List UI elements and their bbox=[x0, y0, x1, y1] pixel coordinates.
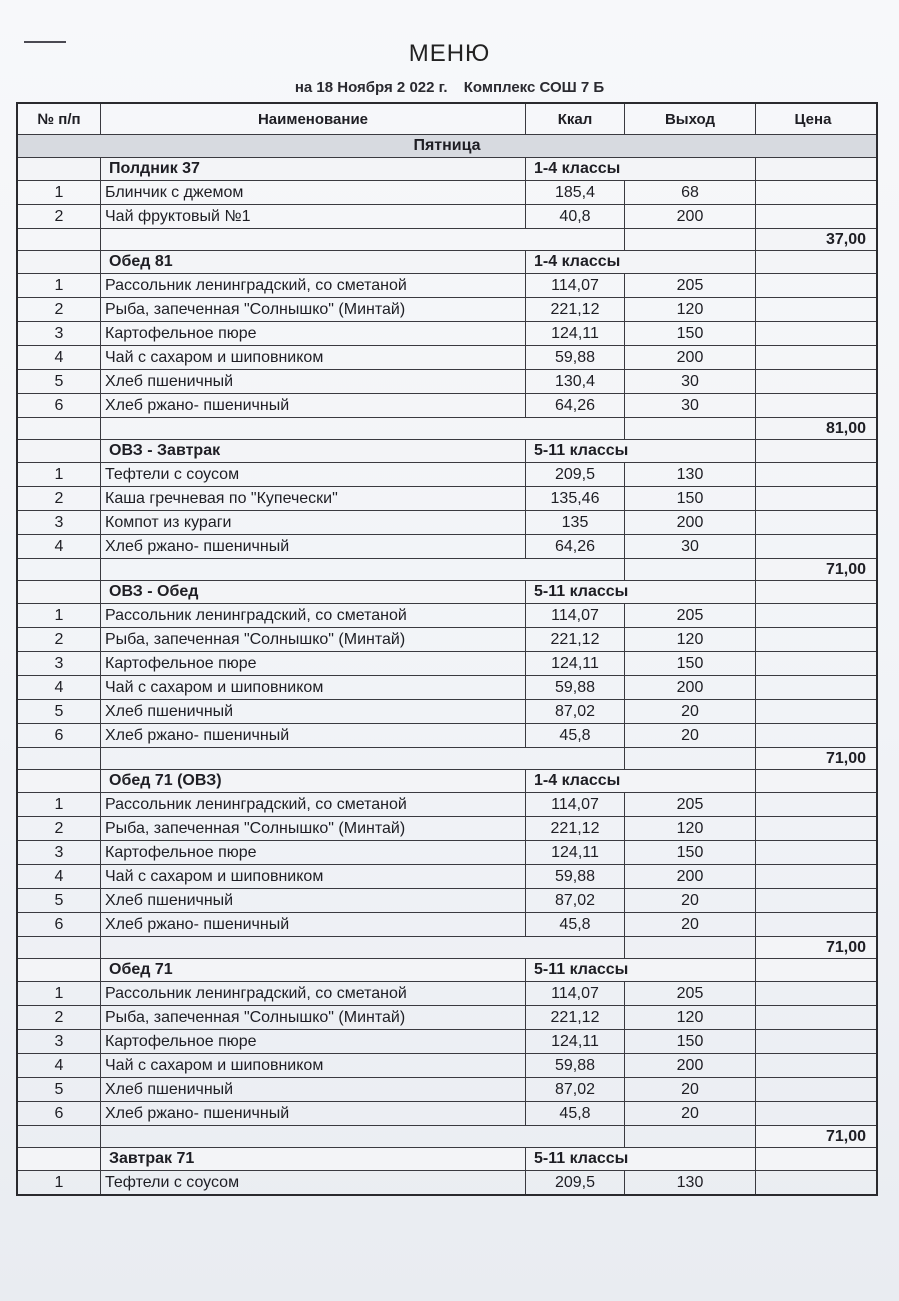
menu-subtitle bbox=[0, 79, 899, 96]
table-row bbox=[17, 394, 877, 418]
total-blank-cell bbox=[101, 1126, 625, 1148]
item-number: 4 bbox=[17, 535, 101, 559]
section-title: Завтрак 71 bbox=[101, 1148, 526, 1171]
table-row bbox=[17, 817, 877, 841]
menu-complex: Комплекс СОШ 7 Б bbox=[463, 79, 605, 96]
item-name: Хлеб ржано- пшеничный bbox=[101, 1102, 526, 1126]
item-output: 150 bbox=[625, 652, 756, 676]
item-number: 1 bbox=[17, 274, 101, 298]
item-price bbox=[756, 604, 878, 628]
item-price bbox=[756, 274, 878, 298]
item-name: Рыба, запеченная "Солнышко" (Минтай) bbox=[101, 817, 526, 841]
table-row bbox=[17, 793, 877, 817]
item-number: 2 bbox=[17, 628, 101, 652]
menu-table bbox=[16, 102, 878, 1196]
section-title: Полдник 37 bbox=[101, 158, 526, 181]
col-kcal-header: Ккал bbox=[526, 103, 625, 135]
table-row bbox=[17, 487, 877, 511]
section-header-row bbox=[17, 959, 877, 982]
total-row bbox=[17, 418, 877, 440]
section-title: Обед 71 (ОВЗ) bbox=[101, 770, 526, 793]
item-name: Рассольник ленинградский, со сметаной bbox=[101, 793, 526, 817]
item-name: Чай с сахаром и шиповником bbox=[101, 346, 526, 370]
table-row bbox=[17, 511, 877, 535]
item-number: 5 bbox=[17, 889, 101, 913]
col-output-header: Выход bbox=[625, 103, 756, 135]
table-row bbox=[17, 181, 877, 205]
item-name: Чай с сахаром и шиповником bbox=[101, 1054, 526, 1078]
item-number: 3 bbox=[17, 511, 101, 535]
table-row bbox=[17, 370, 877, 394]
item-output: 68 bbox=[625, 181, 756, 205]
total-blank-cell bbox=[625, 418, 756, 440]
total-blank-cell bbox=[625, 937, 756, 959]
item-name: Тефтели с соусом bbox=[101, 463, 526, 487]
section-header-row bbox=[17, 1148, 877, 1171]
item-price bbox=[756, 1030, 878, 1054]
item-number: 2 bbox=[17, 487, 101, 511]
item-output: 150 bbox=[625, 487, 756, 511]
section-group: 1-4 классы bbox=[526, 770, 756, 793]
section-num-cell bbox=[17, 959, 101, 982]
item-price bbox=[756, 865, 878, 889]
table-row bbox=[17, 841, 877, 865]
item-price bbox=[756, 487, 878, 511]
item-price bbox=[756, 700, 878, 724]
item-number: 5 bbox=[17, 1078, 101, 1102]
table-row bbox=[17, 1006, 877, 1030]
item-output: 30 bbox=[625, 370, 756, 394]
section-price-cell bbox=[756, 440, 878, 463]
total-blank-cell bbox=[625, 559, 756, 581]
item-name: Картофельное пюре bbox=[101, 652, 526, 676]
item-name: Рассольник ленинградский, со сметаной bbox=[101, 982, 526, 1006]
item-name: Хлеб пшеничный bbox=[101, 1078, 526, 1102]
item-number: 3 bbox=[17, 652, 101, 676]
total-blank-cell bbox=[17, 748, 101, 770]
total-blank-cell bbox=[625, 748, 756, 770]
table-row bbox=[17, 628, 877, 652]
section-title: Обед 81 bbox=[101, 251, 526, 274]
section-num-cell bbox=[17, 158, 101, 181]
item-price bbox=[756, 913, 878, 937]
item-price bbox=[756, 817, 878, 841]
item-output: 205 bbox=[625, 274, 756, 298]
table-row bbox=[17, 346, 877, 370]
section-group: 5-11 классы bbox=[526, 959, 756, 982]
item-number: 1 bbox=[17, 1171, 101, 1196]
section-title: Обед 71 bbox=[101, 959, 526, 982]
item-output: 200 bbox=[625, 205, 756, 229]
item-number: 1 bbox=[17, 982, 101, 1006]
item-kcal: 87,02 bbox=[526, 889, 625, 913]
col-num-header: № п/п bbox=[17, 103, 101, 135]
item-kcal: 124,11 bbox=[526, 1030, 625, 1054]
table-row bbox=[17, 463, 877, 487]
table-row bbox=[17, 274, 877, 298]
section-total: 71,00 bbox=[756, 937, 878, 959]
item-output: 200 bbox=[625, 1054, 756, 1078]
section-header-row bbox=[17, 440, 877, 463]
item-kcal: 135,46 bbox=[526, 487, 625, 511]
item-name: Рыба, запеченная "Солнышко" (Минтай) bbox=[101, 628, 526, 652]
item-output: 130 bbox=[625, 463, 756, 487]
section-title: ОВЗ - Завтрак bbox=[101, 440, 526, 463]
total-blank-cell bbox=[101, 748, 625, 770]
item-price bbox=[756, 298, 878, 322]
section-header-row bbox=[17, 158, 877, 181]
item-kcal: 114,07 bbox=[526, 793, 625, 817]
item-number: 4 bbox=[17, 346, 101, 370]
section-group: 5-11 классы bbox=[526, 440, 756, 463]
item-price bbox=[756, 652, 878, 676]
item-price bbox=[756, 1054, 878, 1078]
table-row bbox=[17, 889, 877, 913]
item-name: Хлеб ржано- пшеничный bbox=[101, 913, 526, 937]
item-number: 3 bbox=[17, 841, 101, 865]
total-blank-cell bbox=[17, 937, 101, 959]
table-row bbox=[17, 724, 877, 748]
item-output: 150 bbox=[625, 841, 756, 865]
item-name: Чай с сахаром и шиповником bbox=[101, 865, 526, 889]
item-output: 20 bbox=[625, 1078, 756, 1102]
total-row bbox=[17, 229, 877, 251]
item-output: 205 bbox=[625, 793, 756, 817]
item-kcal: 87,02 bbox=[526, 700, 625, 724]
table-row bbox=[17, 322, 877, 346]
item-kcal: 124,11 bbox=[526, 652, 625, 676]
total-blank-cell bbox=[17, 229, 101, 251]
item-kcal: 59,88 bbox=[526, 1054, 625, 1078]
table-row bbox=[17, 652, 877, 676]
item-price bbox=[756, 889, 878, 913]
item-kcal: 114,07 bbox=[526, 982, 625, 1006]
total-row bbox=[17, 937, 877, 959]
table-row bbox=[17, 298, 877, 322]
item-name: Хлеб ржано- пшеничный bbox=[101, 724, 526, 748]
item-kcal: 59,88 bbox=[526, 676, 625, 700]
item-number: 6 bbox=[17, 1102, 101, 1126]
item-name: Рыба, запеченная "Солнышко" (Минтай) bbox=[101, 1006, 526, 1030]
item-output: 20 bbox=[625, 889, 756, 913]
section-price-cell bbox=[756, 959, 878, 982]
section-total: 71,00 bbox=[756, 748, 878, 770]
item-number: 6 bbox=[17, 394, 101, 418]
item-output: 205 bbox=[625, 604, 756, 628]
table-row bbox=[17, 1078, 877, 1102]
item-number: 6 bbox=[17, 913, 101, 937]
total-row bbox=[17, 1126, 877, 1148]
table-row bbox=[17, 700, 877, 724]
item-output: 20 bbox=[625, 724, 756, 748]
header-row bbox=[17, 103, 877, 135]
item-name: Картофельное пюре bbox=[101, 1030, 526, 1054]
item-number: 1 bbox=[17, 604, 101, 628]
section-total: 81,00 bbox=[756, 418, 878, 440]
item-name: Блинчик с джемом bbox=[101, 181, 526, 205]
item-name: Хлеб пшеничный bbox=[101, 700, 526, 724]
table-row bbox=[17, 982, 877, 1006]
item-price bbox=[756, 394, 878, 418]
menu-body bbox=[17, 135, 877, 1196]
item-name: Компот из кураги bbox=[101, 511, 526, 535]
item-kcal: 114,07 bbox=[526, 274, 625, 298]
menu-date: на 18 Ноября 2 022 г. bbox=[294, 79, 448, 96]
item-name: Рыба, запеченная "Солнышко" (Минтай) bbox=[101, 298, 526, 322]
item-number: 5 bbox=[17, 700, 101, 724]
item-number: 4 bbox=[17, 676, 101, 700]
section-price-cell bbox=[756, 158, 878, 181]
item-kcal: 64,26 bbox=[526, 535, 625, 559]
total-blank-cell bbox=[101, 229, 625, 251]
item-name: Рассольник ленинградский, со сметаной bbox=[101, 604, 526, 628]
item-kcal: 185,4 bbox=[526, 181, 625, 205]
section-group: 5-11 классы bbox=[526, 581, 756, 604]
table-row bbox=[17, 1171, 877, 1196]
item-price bbox=[756, 535, 878, 559]
day-label: Пятница bbox=[17, 135, 877, 158]
item-price bbox=[756, 793, 878, 817]
item-output: 200 bbox=[625, 865, 756, 889]
item-kcal: 45,8 bbox=[526, 1102, 625, 1126]
item-price bbox=[756, 181, 878, 205]
item-output: 205 bbox=[625, 982, 756, 1006]
item-name: Хлеб пшеничный bbox=[101, 370, 526, 394]
item-output: 200 bbox=[625, 511, 756, 535]
table-row bbox=[17, 865, 877, 889]
total-blank-cell bbox=[625, 1126, 756, 1148]
item-kcal: 135 bbox=[526, 511, 625, 535]
section-total: 71,00 bbox=[756, 1126, 878, 1148]
item-name: Чай с сахаром и шиповником bbox=[101, 676, 526, 700]
item-number: 1 bbox=[17, 463, 101, 487]
item-kcal: 221,12 bbox=[526, 298, 625, 322]
item-number: 1 bbox=[17, 181, 101, 205]
col-price-header: Цена bbox=[756, 103, 878, 135]
table-row bbox=[17, 535, 877, 559]
item-price bbox=[756, 322, 878, 346]
item-number: 4 bbox=[17, 1054, 101, 1078]
table-row bbox=[17, 913, 877, 937]
item-name: Картофельное пюре bbox=[101, 322, 526, 346]
item-kcal: 221,12 bbox=[526, 628, 625, 652]
item-number: 6 bbox=[17, 724, 101, 748]
section-title: ОВЗ - Обед bbox=[101, 581, 526, 604]
item-name: Рассольник ленинградский, со сметаной bbox=[101, 274, 526, 298]
col-name-header: Наименование bbox=[101, 103, 526, 135]
menu-title: МЕНЮ bbox=[408, 40, 491, 67]
item-kcal: 45,8 bbox=[526, 913, 625, 937]
item-output: 130 bbox=[625, 1171, 756, 1196]
item-price bbox=[756, 1078, 878, 1102]
section-price-cell bbox=[756, 770, 878, 793]
item-output: 30 bbox=[625, 394, 756, 418]
item-kcal: 124,11 bbox=[526, 322, 625, 346]
item-price bbox=[756, 463, 878, 487]
section-group: 1-4 классы bbox=[526, 251, 756, 274]
item-kcal: 221,12 bbox=[526, 817, 625, 841]
item-kcal: 64,26 bbox=[526, 394, 625, 418]
item-number: 3 bbox=[17, 322, 101, 346]
item-number: 1 bbox=[17, 793, 101, 817]
total-row bbox=[17, 559, 877, 581]
section-price-cell bbox=[756, 581, 878, 604]
section-price-cell bbox=[756, 1148, 878, 1171]
section-header-row bbox=[17, 251, 877, 274]
item-output: 200 bbox=[625, 676, 756, 700]
item-output: 150 bbox=[625, 322, 756, 346]
item-number: 2 bbox=[17, 817, 101, 841]
item-output: 20 bbox=[625, 1102, 756, 1126]
item-price bbox=[756, 1171, 878, 1196]
item-output: 20 bbox=[625, 700, 756, 724]
item-price bbox=[756, 370, 878, 394]
section-header-row bbox=[17, 770, 877, 793]
item-price bbox=[756, 1006, 878, 1030]
item-output: 20 bbox=[625, 913, 756, 937]
item-kcal: 221,12 bbox=[526, 1006, 625, 1030]
item-number: 2 bbox=[17, 205, 101, 229]
item-output: 150 bbox=[625, 1030, 756, 1054]
section-num-cell bbox=[17, 770, 101, 793]
item-kcal: 114,07 bbox=[526, 604, 625, 628]
section-num-cell bbox=[17, 251, 101, 274]
table-row bbox=[17, 676, 877, 700]
item-number: 3 bbox=[17, 1030, 101, 1054]
section-num-cell bbox=[17, 440, 101, 463]
item-kcal: 209,5 bbox=[526, 463, 625, 487]
table-row bbox=[17, 205, 877, 229]
item-number: 4 bbox=[17, 865, 101, 889]
item-kcal: 130,4 bbox=[526, 370, 625, 394]
section-group: 5-11 классы bbox=[526, 1148, 756, 1171]
item-name: Тефтели с соусом bbox=[101, 1171, 526, 1196]
total-blank-cell bbox=[17, 418, 101, 440]
item-price bbox=[756, 346, 878, 370]
total-blank-cell bbox=[101, 559, 625, 581]
item-price bbox=[756, 511, 878, 535]
item-kcal: 124,11 bbox=[526, 841, 625, 865]
section-group: 1-4 классы bbox=[526, 158, 756, 181]
item-kcal: 59,88 bbox=[526, 865, 625, 889]
item-kcal: 209,5 bbox=[526, 1171, 625, 1196]
item-output: 120 bbox=[625, 1006, 756, 1030]
item-number: 5 bbox=[17, 370, 101, 394]
section-num-cell bbox=[17, 581, 101, 604]
item-price bbox=[756, 982, 878, 1006]
item-name: Хлеб ржано- пшеничный bbox=[101, 535, 526, 559]
item-output: 120 bbox=[625, 817, 756, 841]
item-name: Картофельное пюре bbox=[101, 841, 526, 865]
item-name: Каша гречневая по "Купечески" bbox=[101, 487, 526, 511]
item-kcal: 45,8 bbox=[526, 724, 625, 748]
table-row bbox=[17, 604, 877, 628]
item-kcal: 87,02 bbox=[526, 1078, 625, 1102]
item-price bbox=[756, 205, 878, 229]
item-name: Чай фруктовый №1 bbox=[101, 205, 526, 229]
item-name: Хлеб пшеничный bbox=[101, 889, 526, 913]
section-header-row bbox=[17, 581, 877, 604]
item-output: 120 bbox=[625, 628, 756, 652]
total-blank-cell bbox=[17, 1126, 101, 1148]
total-blank-cell bbox=[101, 418, 625, 440]
total-blank-cell bbox=[17, 559, 101, 581]
item-number: 2 bbox=[17, 298, 101, 322]
item-price bbox=[756, 1102, 878, 1126]
table-row bbox=[17, 1054, 877, 1078]
item-kcal: 40,8 bbox=[526, 205, 625, 229]
item-price bbox=[756, 841, 878, 865]
section-total: 37,00 bbox=[756, 229, 878, 251]
total-blank-cell bbox=[625, 229, 756, 251]
item-output: 30 bbox=[625, 535, 756, 559]
item-number: 2 bbox=[17, 1006, 101, 1030]
section-price-cell bbox=[756, 251, 878, 274]
total-row bbox=[17, 748, 877, 770]
table-row bbox=[17, 1030, 877, 1054]
item-output: 120 bbox=[625, 298, 756, 322]
item-output: 200 bbox=[625, 346, 756, 370]
section-num-cell bbox=[17, 1148, 101, 1171]
total-blank-cell bbox=[101, 937, 625, 959]
item-name: Хлеб ржано- пшеничный bbox=[101, 394, 526, 418]
item-kcal: 59,88 bbox=[526, 346, 625, 370]
day-row bbox=[17, 135, 877, 158]
table-row bbox=[17, 1102, 877, 1126]
item-price bbox=[756, 676, 878, 700]
section-total: 71,00 bbox=[756, 559, 878, 581]
item-price bbox=[756, 628, 878, 652]
item-price bbox=[756, 724, 878, 748]
